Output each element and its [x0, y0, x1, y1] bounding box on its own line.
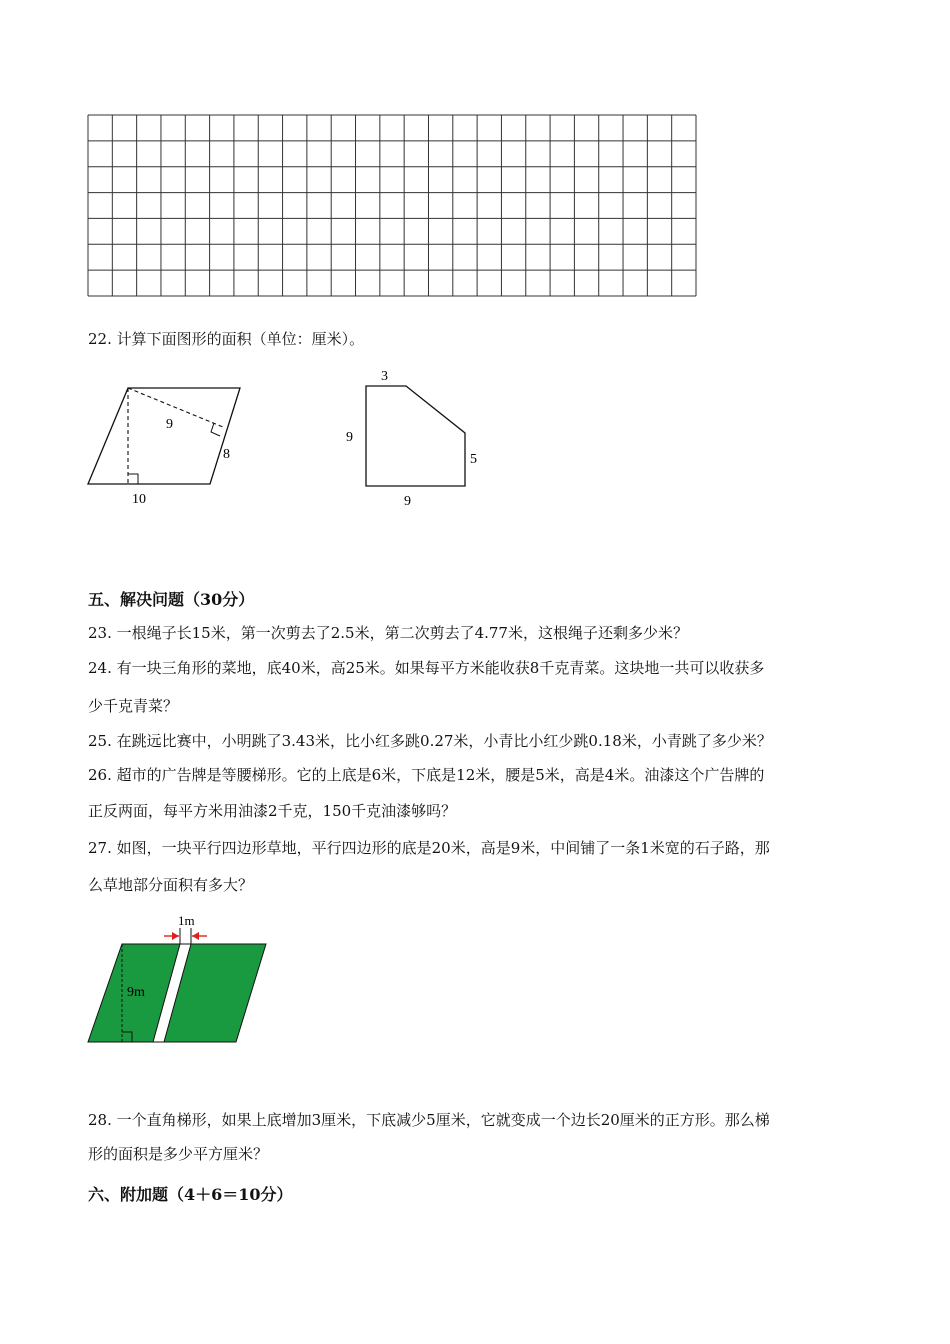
- label-top-3: 3: [381, 369, 388, 384]
- label-side-8: 8: [223, 447, 230, 462]
- question-26-line1: 26. 超市的广告牌是等腰梯形。它的上底是6米，下底是12米，腰是5米，高是4米。油漆这个广告牌的: [88, 766, 765, 784]
- label-height-9: 9: [166, 417, 173, 432]
- section-5-title: 五、解决问题（30分）: [88, 590, 255, 609]
- figure-parallelogram: [80, 378, 260, 513]
- label-base-10: 10: [132, 492, 146, 507]
- question-23: 23. 一根绳子长15米，第一次剪去了2.5米，第二次剪去了4.77米，这根绳子还剩多少米？: [88, 624, 688, 642]
- question-24-line2: 少千克青菜？: [88, 697, 179, 715]
- label-right-5: 5: [470, 452, 477, 467]
- label-width-1m: 1m: [178, 913, 195, 928]
- writing-grid: [87, 114, 699, 298]
- question-22: 22. 计算下面图形的面积（单位：厘米）。: [88, 330, 365, 348]
- question-28-line2: 形的面积是多少平方厘米？: [88, 1145, 269, 1163]
- label-bottom-9: 9: [404, 494, 411, 509]
- figure-pentagon: [340, 360, 490, 515]
- question-25: 25. 在跳远比赛中，小明跳了3.43米，比小红多跳0.27米，小青比小红少跳0.18米，小青跳了多少米？: [88, 732, 772, 750]
- question-24-line1: 24. 有一块三角形的菜地，底40米，高25米。如果每平方米能收获8千克青菜。这块地一共可以收获多: [88, 659, 765, 677]
- question-27-line1: 27. 如图，一块平行四边形草地，平行四边形的底是20米，高是9米，中间铺了一条1米宽的石子路，那: [88, 839, 770, 857]
- figure-grass-parallelogram: [80, 908, 280, 1048]
- section-6-title: 六、附加题（4＋6＝10分）: [88, 1185, 293, 1204]
- question-26-line2: 正反两面，每平方米用油漆2千克，150千克油漆够吗？: [88, 802, 457, 820]
- label-left-9: 9: [346, 430, 353, 445]
- label-height-9m: 9m: [127, 985, 145, 1000]
- question-27-line2: 么草地部分面积有多大？: [88, 876, 254, 894]
- question-28-line1: 28. 一个直角梯形，如果上底增加3厘米，下底减少5厘米，它就变成一个边长20厘米的正方形。那么梯: [88, 1111, 770, 1129]
